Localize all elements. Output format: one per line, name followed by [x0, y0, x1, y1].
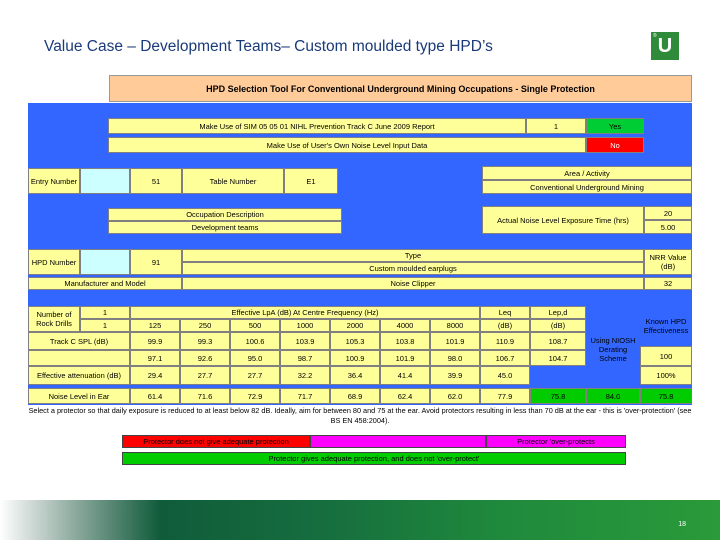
exposure-time-label: Actual Noise Level Exposure Time (hrs)	[482, 206, 644, 234]
exposure-time-value-top: 20	[644, 206, 692, 220]
known-effectiveness-percent: 100%	[640, 366, 692, 385]
spl-125: 99.9	[130, 332, 180, 350]
atten-1000: 32.2	[280, 366, 330, 385]
table-number-label: Table Number	[182, 168, 284, 194]
table-number-value: E1	[284, 168, 338, 194]
freq-500: 500	[230, 319, 280, 332]
known-effectiveness-value[interactable]: 100	[640, 346, 692, 366]
known-result: 75.8	[640, 388, 692, 404]
spl-label: Track C SPL (dB)	[28, 332, 130, 350]
known-effectiveness-label: Known HPD Effectiveness	[640, 306, 692, 346]
row2-lep: 104.7	[530, 350, 586, 366]
freq-4000: 4000	[380, 319, 430, 332]
row2-1000: 98.7	[280, 350, 330, 366]
attenuation-label: Effective attenuation (dB)	[28, 366, 130, 385]
lep-unit: (dB)	[530, 319, 586, 332]
occupation-value: Development teams	[108, 221, 342, 234]
rock-drills-value-2: 1	[80, 319, 130, 332]
atten-500: 27.7	[230, 366, 280, 385]
own-data-label: Make Use of User's Own Noise Level Input Data	[108, 137, 586, 153]
atten-leq: 45.0	[480, 366, 530, 385]
spl-lep: 108.7	[530, 332, 586, 350]
niosh-result: 84.0	[586, 388, 640, 404]
area-activity-label: Area / Activity	[482, 166, 692, 180]
manufacturer-value: Noise Clipper	[182, 277, 644, 290]
area-activity-value: Conventional Underground Mining	[482, 180, 692, 194]
frequency-header: Effective LpA (dB) At Centre Frequency (Hz)	[130, 306, 480, 319]
manufacturer-label: Manufacturer and Model	[28, 277, 182, 290]
ear-1000: 71.7	[280, 388, 330, 404]
entry-number-spacer	[80, 168, 130, 194]
footer-bar	[0, 500, 720, 540]
atten-125: 29.4	[130, 366, 180, 385]
ear-leq: 77.9	[480, 388, 530, 404]
leq-header: Leq	[480, 306, 530, 319]
atten-4000: 41.4	[380, 366, 430, 385]
ear-500: 72.9	[230, 388, 280, 404]
atten-8000: 39.9	[430, 366, 480, 385]
row2-250: 92.6	[180, 350, 230, 366]
spl-4000: 103.8	[380, 332, 430, 350]
freq-125: 125	[130, 319, 180, 332]
spl-1000: 103.9	[280, 332, 330, 350]
sim-report-answer: Yes	[586, 118, 644, 134]
occupation-label: Occupation Description	[108, 208, 342, 221]
rock-drills-label: Number of Rock Drills	[28, 306, 80, 332]
row2-8000: 98.0	[430, 350, 480, 366]
legend-magenta-spacer	[310, 435, 486, 448]
lep-header: Lep,d	[530, 306, 586, 319]
logo-registered-mark: ®	[653, 33, 657, 39]
hpd-type-value: Custom moulded earplugs	[182, 262, 644, 275]
leq-unit: (dB)	[480, 319, 530, 332]
nrr-value-label: NRR Value (dB)	[644, 249, 692, 275]
freq-2000: 2000	[330, 319, 380, 332]
ear-125: 61.4	[130, 388, 180, 404]
hpd-number-value[interactable]: 91	[130, 249, 182, 275]
spl-500: 100.6	[230, 332, 280, 350]
ear-lep: 75.8	[530, 388, 586, 404]
own-data-answer: No	[586, 137, 644, 153]
legend-red: Protector does not give adequate protection	[122, 435, 310, 448]
legend-pink: Protector 'over-protects	[486, 435, 626, 448]
spl-8000: 101.9	[430, 332, 480, 350]
row2-500: 95.0	[230, 350, 280, 366]
logo	[651, 32, 679, 60]
page-number: 18	[678, 521, 686, 528]
spl-leq: 110.9	[480, 332, 530, 350]
sim-report-value[interactable]: 1	[526, 118, 586, 134]
freq-250: 250	[180, 319, 230, 332]
page-title: Value Case – Development Teams– Custom moulded type HPD’s	[44, 38, 493, 55]
hpd-number-spacer	[80, 249, 130, 275]
ear-4000: 62.4	[380, 388, 430, 404]
atten-250: 27.7	[180, 366, 230, 385]
exposure-time-value[interactable]: 5.00	[644, 220, 692, 234]
selection-note: Select a protector so that daily exposure is reduced to at least below 82 dB. Ideally, aim for between 80 and 75 at the ear. Avoid protectors resulting in less than 70 dB at the ear - this is 'over-protection' (see BS EN 458:2004).	[28, 406, 692, 430]
sim-report-label: Make Use of SIM 05 05 01 NIHL Prevention Track C June 2009 Report	[108, 118, 526, 134]
freq-8000: 8000	[430, 319, 480, 332]
rock-drills-value[interactable]: 1	[80, 306, 130, 319]
ear-250: 71.6	[180, 388, 230, 404]
row2-125: 97.1	[130, 350, 180, 366]
ear-8000: 62.0	[430, 388, 480, 404]
freq-1000: 1000	[280, 319, 330, 332]
hpd-number-label: HPD Number	[28, 249, 80, 275]
tool-title: HPD Selection Tool For Conventional Underground Mining Occupations - Single Protection	[109, 75, 692, 102]
row2-4000: 101.9	[380, 350, 430, 366]
legend-green: Protector gives adequate protection, and does not 'over-protect'	[122, 452, 626, 465]
logo-letter: U	[657, 34, 673, 57]
hpd-type-label: Type	[182, 249, 644, 262]
spl-250: 99.3	[180, 332, 230, 350]
entry-number-value[interactable]: 51	[130, 168, 182, 194]
spl-2000: 105.3	[330, 332, 380, 350]
row2-2000: 100.9	[330, 350, 380, 366]
entry-number-label: Entry Number	[28, 168, 80, 194]
ear-2000: 68.9	[330, 388, 380, 404]
ear-level-label: Noise Level in Ear	[28, 388, 130, 404]
measured-row-label	[28, 350, 130, 366]
row2-leq: 106.7	[480, 350, 530, 366]
niosh-derating-label: Using NIOSH Derating Scheme	[586, 306, 640, 392]
nrr-value: 32	[644, 277, 692, 290]
atten-2000: 36.4	[330, 366, 380, 385]
